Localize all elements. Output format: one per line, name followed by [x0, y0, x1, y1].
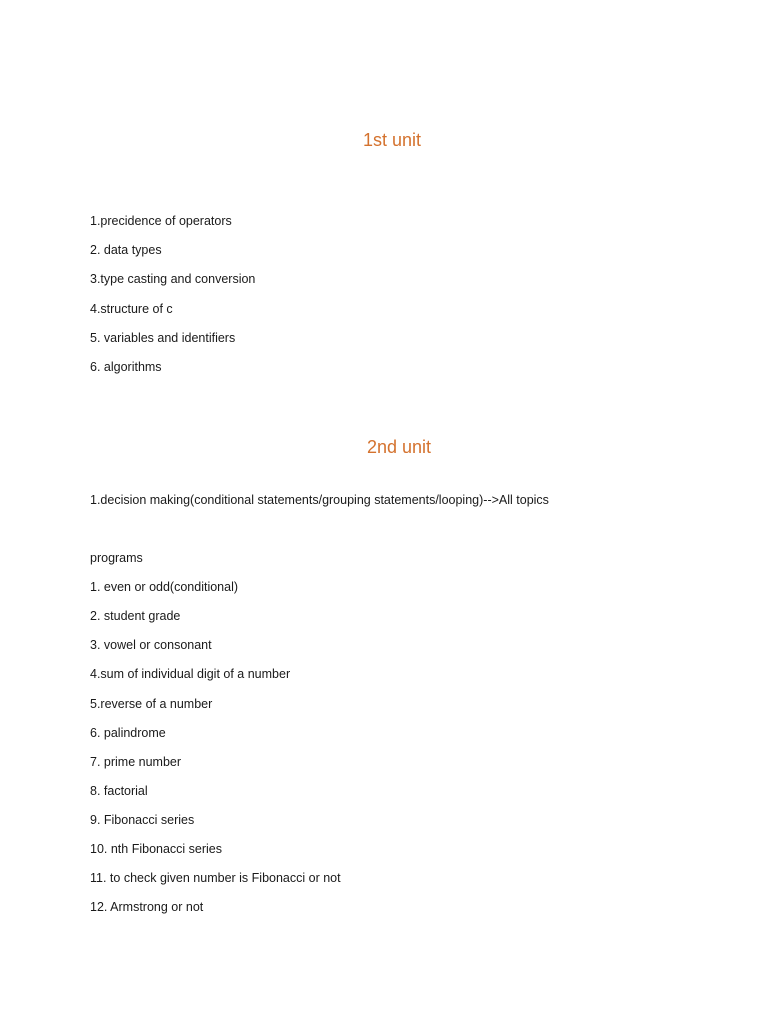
program-item: 2. student grade: [90, 609, 181, 623]
program-item: 4.sum of individual digit of a number: [90, 667, 291, 681]
program-item: 7. prime number: [90, 755, 182, 769]
program-item: 1. even or odd(conditional): [90, 580, 239, 594]
programs-label: programs: [90, 551, 143, 565]
program-item: 12. Armstrong or not: [90, 900, 204, 914]
unit1-heading: 1st unit: [362, 130, 422, 150]
program-item: 8. factorial: [90, 784, 148, 798]
unit1-item: 6. algorithms: [90, 360, 162, 374]
program-item: 6. palindrome: [90, 726, 166, 740]
unit2-heading: 2nd unit: [366, 437, 432, 457]
program-item: 11. to check given number is Fibonacci or not: [90, 871, 341, 885]
unit1-item: 4.structure of c: [90, 302, 173, 316]
unit1-item: 2. data types: [90, 243, 162, 257]
unit1-item: 3.type casting and conversion: [90, 272, 256, 286]
unit1-item: 5. variables and identifiers: [90, 331, 236, 345]
program-item: 10. nth Fibonacci series: [90, 842, 223, 856]
program-item: 9. Fibonacci series: [90, 813, 195, 827]
program-item: 5.reverse of a number: [90, 697, 213, 711]
program-item: 3. vowel or consonant: [90, 638, 212, 652]
unit1-item: 1.precidence of operators: [90, 214, 232, 228]
unit2-topic: 1.decision making(conditional statements/grouping statements/looping)-->All topics: [90, 493, 549, 507]
